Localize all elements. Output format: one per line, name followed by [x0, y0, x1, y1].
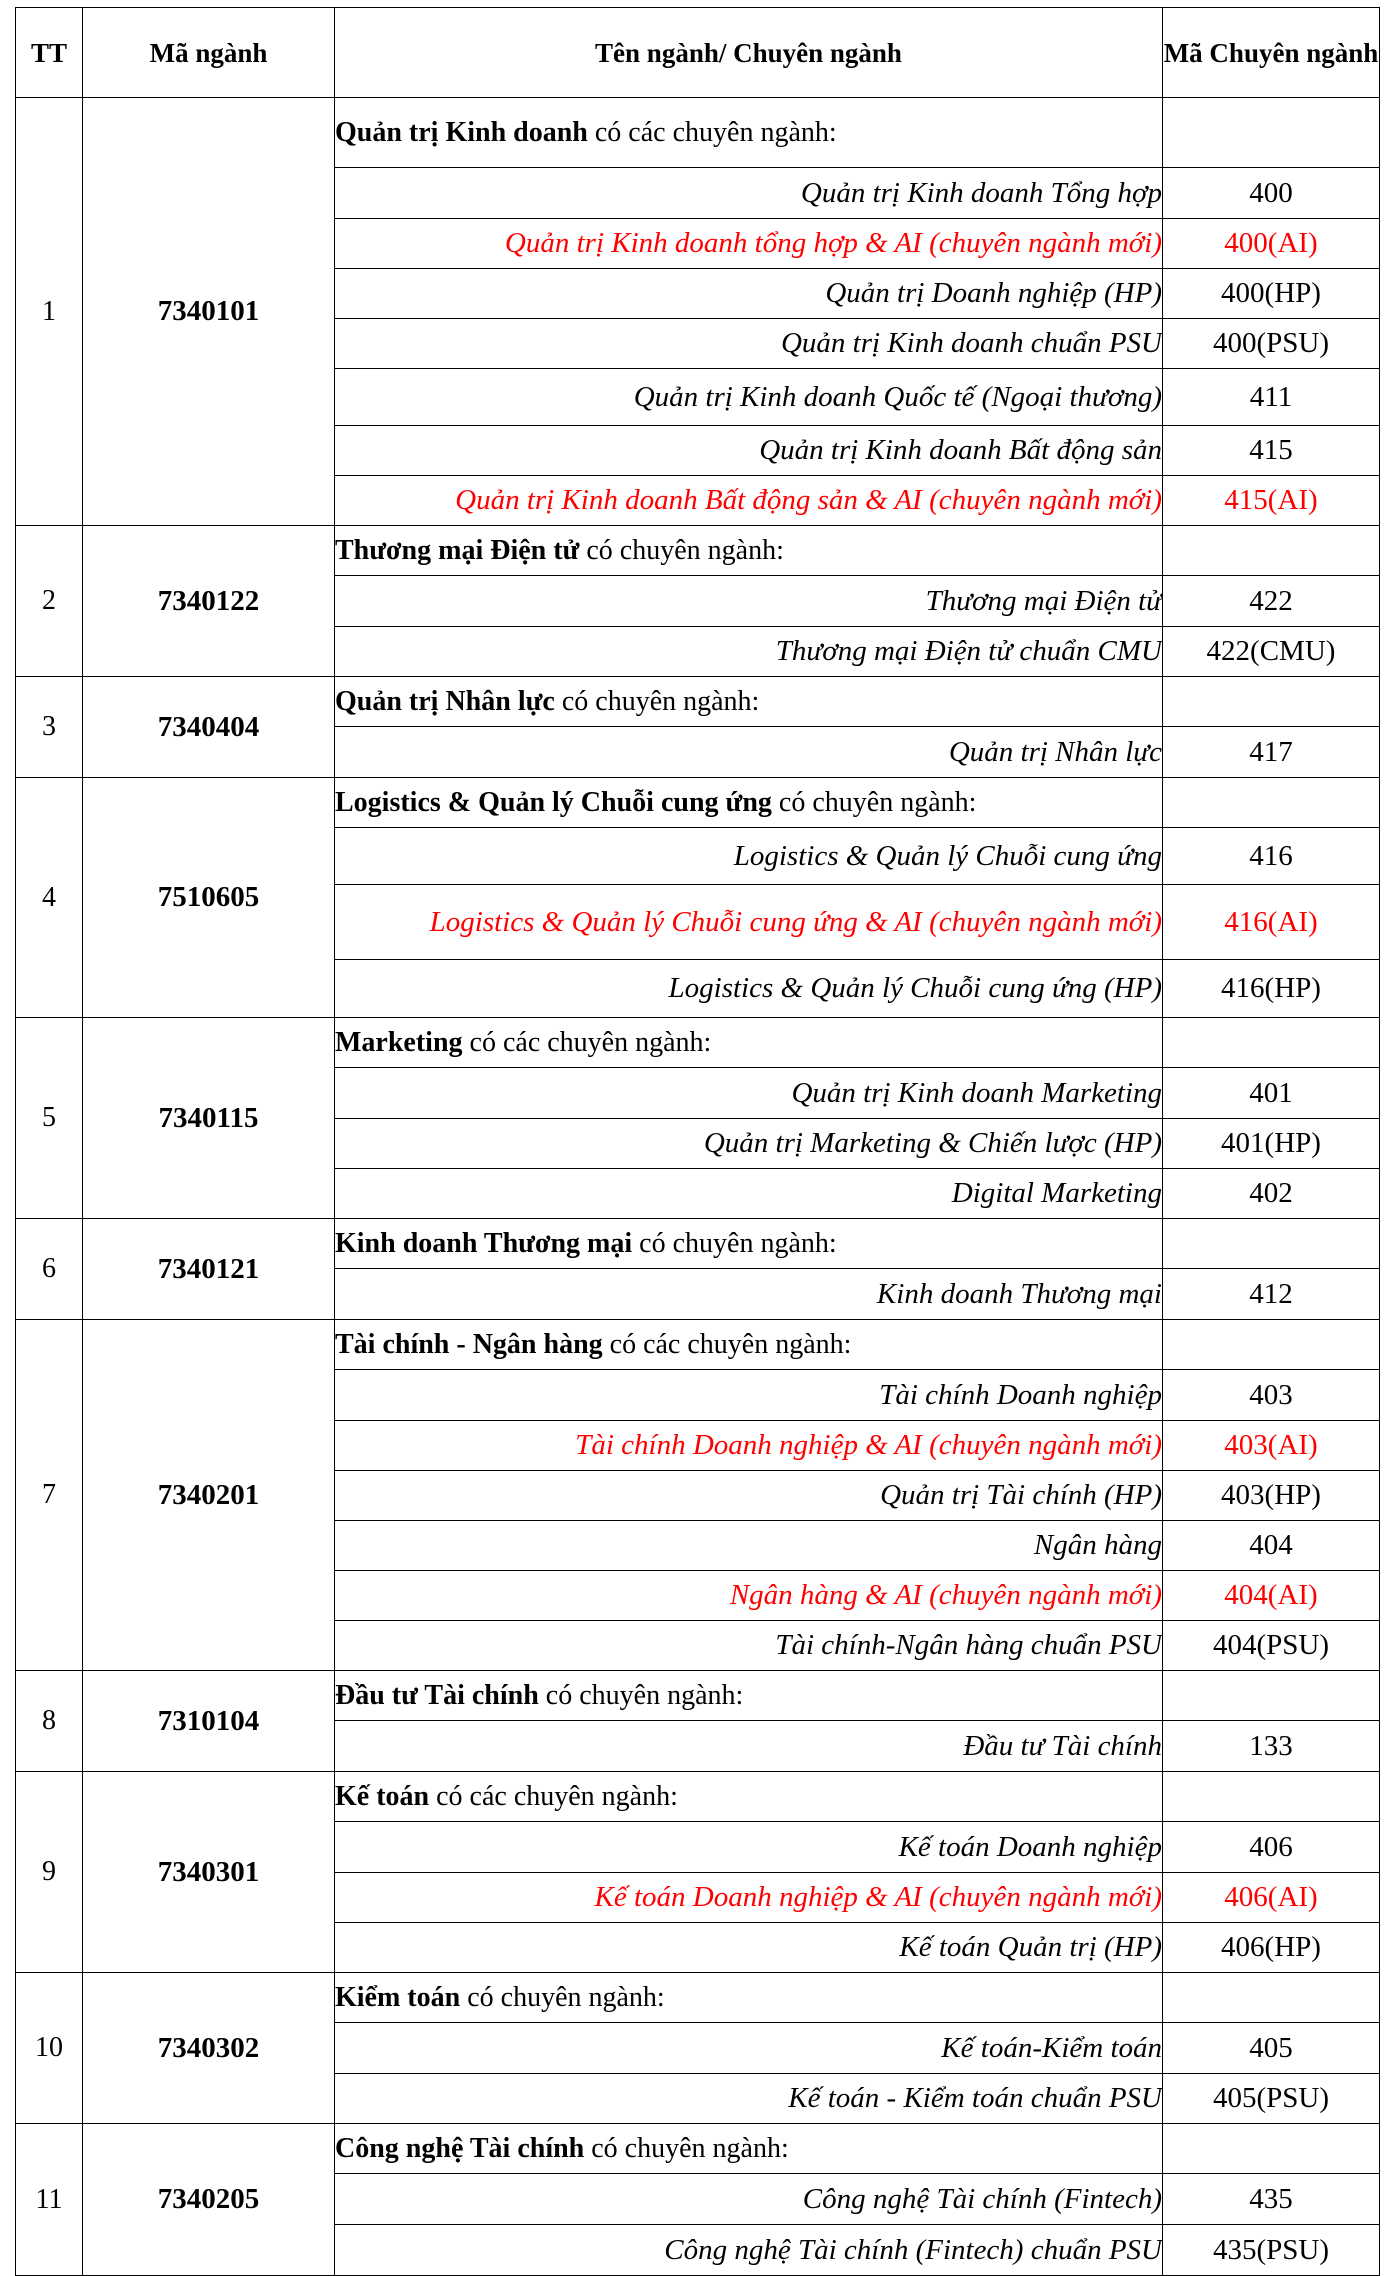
- major-title: [335, 526, 1163, 576]
- major-code: 7340201: [83, 1320, 335, 1671]
- major-row: [16, 1320, 1380, 1370]
- spec-code: 412: [1163, 1269, 1380, 1320]
- major-number: 7: [16, 1320, 83, 1671]
- spec-name: Quản trị Nhân lực: [335, 727, 1163, 778]
- major-suffix: có chuyên ngành:: [554, 685, 760, 717]
- major-spec-code-empty: [1163, 1973, 1380, 2023]
- spec-code: 401: [1163, 1068, 1380, 1119]
- spec-code: 435(PSU): [1163, 2225, 1380, 2276]
- spec-code: 416(AI): [1163, 885, 1380, 960]
- spec-code: 405: [1163, 2023, 1380, 2074]
- major-code: 7510605: [83, 778, 335, 1018]
- major-spec-code-empty: [1163, 2124, 1380, 2174]
- spec-code: 403: [1163, 1370, 1380, 1421]
- major-code: 7340301: [83, 1772, 335, 1973]
- major-title: [335, 1973, 1163, 2023]
- spec-name: Quản trị Kinh doanh Tổng hợp: [335, 168, 1163, 219]
- major-title: [335, 98, 1163, 168]
- major-code: 7340115: [83, 1018, 335, 1219]
- major-title: [335, 1671, 1163, 1721]
- spec-name: Công nghệ Tài chính (Fintech) chuẩn PSU: [335, 2225, 1163, 2276]
- spec-code: 401(HP): [1163, 1119, 1380, 1169]
- spec-code: 416(HP): [1163, 960, 1380, 1018]
- major-spec-code-empty: [1163, 1320, 1380, 1370]
- major-row: [16, 1018, 1380, 1068]
- major-row: [16, 526, 1380, 576]
- spec-name: Kế toán Quản trị (HP): [335, 1923, 1163, 1973]
- major-suffix: có các chuyên ngành:: [587, 116, 837, 148]
- major-name: Kiểm toán: [335, 1981, 461, 2013]
- major-suffix: có chuyên ngành:: [538, 1679, 744, 1711]
- major-spec-code-empty: [1163, 526, 1380, 576]
- major-number: 10: [16, 1973, 83, 2124]
- major-title: [335, 778, 1163, 828]
- spec-name: Quản trị Doanh nghiệp (HP): [335, 269, 1163, 319]
- spec-name: Quản trị Kinh doanh tổng hợp & AI (chuyên ngành mới): [335, 219, 1163, 269]
- major-spec-code-empty: [1163, 778, 1380, 828]
- spec-name: Thương mại Điện tử chuẩn CMU: [335, 627, 1163, 677]
- major-code: 7340302: [83, 1973, 335, 2124]
- header-major-name: Tên ngành/ Chuyên ngành: [335, 8, 1163, 98]
- spec-code: 411: [1163, 369, 1380, 426]
- spec-name: Kinh doanh Thương mại: [335, 1269, 1163, 1320]
- major-name: Thương mại Điện tử: [335, 534, 580, 566]
- major-name: Logistics & Quản lý Chuỗi cung ứng: [335, 786, 772, 818]
- major-spec-code-empty: [1163, 677, 1380, 727]
- spec-code: 406(AI): [1163, 1873, 1380, 1923]
- spec-code: 406: [1163, 1822, 1380, 1873]
- major-code: 7340205: [83, 2124, 335, 2276]
- spec-name: Digital Marketing: [335, 1169, 1163, 1219]
- spec-code: 400(AI): [1163, 219, 1380, 269]
- spec-name: Logistics & Quản lý Chuỗi cung ứng & AI (chuyên ngành mới): [335, 885, 1163, 960]
- major-name: Công nghệ Tài chính: [335, 2132, 585, 2164]
- major-code: 7340404: [83, 677, 335, 778]
- major-spec-code-empty: [1163, 1671, 1380, 1721]
- header-row: [16, 8, 1380, 98]
- major-number: 6: [16, 1219, 83, 1320]
- spec-code: 402: [1163, 1169, 1380, 1219]
- major-row: [16, 2124, 1380, 2174]
- spec-name: Logistics & Quản lý Chuỗi cung ứng (HP): [335, 960, 1163, 1018]
- major-spec-code-empty: [1163, 1772, 1380, 1822]
- major-row: [16, 98, 1380, 168]
- major-suffix: có chuyên ngành:: [771, 786, 977, 818]
- major-suffix: có các chuyên ngành:: [429, 1780, 678, 1812]
- spec-name: Quản trị Kinh doanh chuẩn PSU: [335, 319, 1163, 369]
- spec-name: Quản trị Kinh doanh Bất động sản: [335, 426, 1163, 476]
- spec-code: 133: [1163, 1721, 1380, 1772]
- spec-name: Quản trị Kinh doanh Bất động sản & AI (chuyên ngành mới): [335, 476, 1163, 526]
- spec-code: 404(PSU): [1163, 1621, 1380, 1671]
- spec-name: Ngân hàng: [335, 1521, 1163, 1571]
- major-name: Đầu tư Tài chính: [335, 1679, 539, 1711]
- major-number: 1: [16, 98, 83, 526]
- spec-name: Quản trị Kinh doanh Quốc tế (Ngoại thương): [335, 369, 1163, 426]
- major-title: [335, 677, 1163, 727]
- major-number: 2: [16, 526, 83, 677]
- spec-name: Ngân hàng & AI (chuyên ngành mới): [335, 1571, 1163, 1621]
- spec-code: 404(AI): [1163, 1571, 1380, 1621]
- spec-name: Kế toán - Kiểm toán chuẩn PSU: [335, 2074, 1163, 2124]
- spec-name: Kế toán Doanh nghiệp & AI (chuyên ngành mới): [335, 1873, 1163, 1923]
- major-spec-code-empty: [1163, 98, 1380, 168]
- major-title: [335, 1219, 1163, 1269]
- major-suffix: có các chuyên ngành:: [462, 1026, 712, 1058]
- spec-code: 400(PSU): [1163, 319, 1380, 369]
- spec-name: Đầu tư Tài chính: [335, 1721, 1163, 1772]
- major-code: 7340122: [83, 526, 335, 677]
- major-code: 7340121: [83, 1219, 335, 1320]
- spec-code: 417: [1163, 727, 1380, 778]
- spec-code: 416: [1163, 828, 1380, 885]
- major-name: Kế toán: [335, 1780, 430, 1812]
- spec-name: Công nghệ Tài chính (Fintech): [335, 2174, 1163, 2225]
- spec-code: 405(PSU): [1163, 2074, 1380, 2124]
- major-name: Tài chính - Ngân hàng: [335, 1328, 603, 1360]
- spec-code: 415(AI): [1163, 476, 1380, 526]
- major-code: 7340101: [83, 98, 335, 526]
- major-number: 4: [16, 778, 83, 1018]
- major-suffix: có các chuyên ngành:: [602, 1328, 852, 1360]
- major-suffix: có chuyên ngành:: [579, 534, 784, 566]
- major-title: [335, 1320, 1163, 1370]
- major-number: 8: [16, 1671, 83, 1772]
- spec-code: 400: [1163, 168, 1380, 219]
- major-number: 9: [16, 1772, 83, 1973]
- major-code: 7310104: [83, 1671, 335, 1772]
- spec-code: 422(CMU): [1163, 627, 1380, 677]
- major-row: [16, 1772, 1380, 1822]
- spec-name: Tài chính Doanh nghiệp & AI (chuyên ngành mới): [335, 1421, 1163, 1471]
- major-name: Marketing: [335, 1026, 463, 1058]
- spec-name: Kế toán-Kiểm toán: [335, 2023, 1163, 2074]
- major-row: [16, 1973, 1380, 2023]
- major-number: 3: [16, 677, 83, 778]
- major-row: [16, 778, 1380, 828]
- major-spec-code-empty: [1163, 1018, 1380, 1068]
- major-row: [16, 1671, 1380, 1721]
- major-name: Quản trị Nhân lực: [335, 685, 555, 717]
- spec-name: Quản trị Marketing & Chiến lược (HP): [335, 1119, 1163, 1169]
- majors-table: [15, 7, 1380, 2276]
- major-title: [335, 2124, 1163, 2174]
- spec-code: 404: [1163, 1521, 1380, 1571]
- major-name: Kinh doanh Thương mại: [335, 1227, 633, 1259]
- spec-name: Thương mại Điện tử: [335, 576, 1163, 627]
- header-spec-code: Mã Chuyên ngành: [1163, 8, 1380, 98]
- major-row: [16, 1219, 1380, 1269]
- spec-code: 415: [1163, 426, 1380, 476]
- major-row: [16, 677, 1380, 727]
- spec-code: 403(HP): [1163, 1471, 1380, 1521]
- header-tt: TT: [16, 8, 83, 98]
- major-title: [335, 1018, 1163, 1068]
- spec-code: 422: [1163, 576, 1380, 627]
- major-suffix: có chuyên ngành:: [460, 1981, 665, 2013]
- table-body: [16, 98, 1380, 2276]
- major-spec-code-empty: [1163, 1219, 1380, 1269]
- spec-name: Quản trị Kinh doanh Marketing: [335, 1068, 1163, 1119]
- major-number: 11: [16, 2124, 83, 2276]
- major-number: 5: [16, 1018, 83, 1219]
- major-title: [335, 1772, 1163, 1822]
- major-suffix: có chuyên ngành:: [632, 1227, 837, 1259]
- spec-code: 400(HP): [1163, 269, 1380, 319]
- spec-name: Logistics & Quản lý Chuỗi cung ứng: [335, 828, 1163, 885]
- major-name: Quản trị Kinh doanh: [335, 116, 588, 148]
- spec-name: Tài chính-Ngân hàng chuẩn PSU: [335, 1621, 1163, 1671]
- major-suffix: có chuyên ngành:: [584, 2132, 789, 2164]
- spec-code: 406(HP): [1163, 1923, 1380, 1973]
- spec-name: Tài chính Doanh nghiệp: [335, 1370, 1163, 1421]
- header-major-code: Mã ngành: [83, 8, 335, 98]
- spec-name: Quản trị Tài chính (HP): [335, 1471, 1163, 1521]
- spec-name: Kế toán Doanh nghiệp: [335, 1822, 1163, 1873]
- spec-code: 435: [1163, 2174, 1380, 2225]
- spec-code: 403(AI): [1163, 1421, 1380, 1471]
